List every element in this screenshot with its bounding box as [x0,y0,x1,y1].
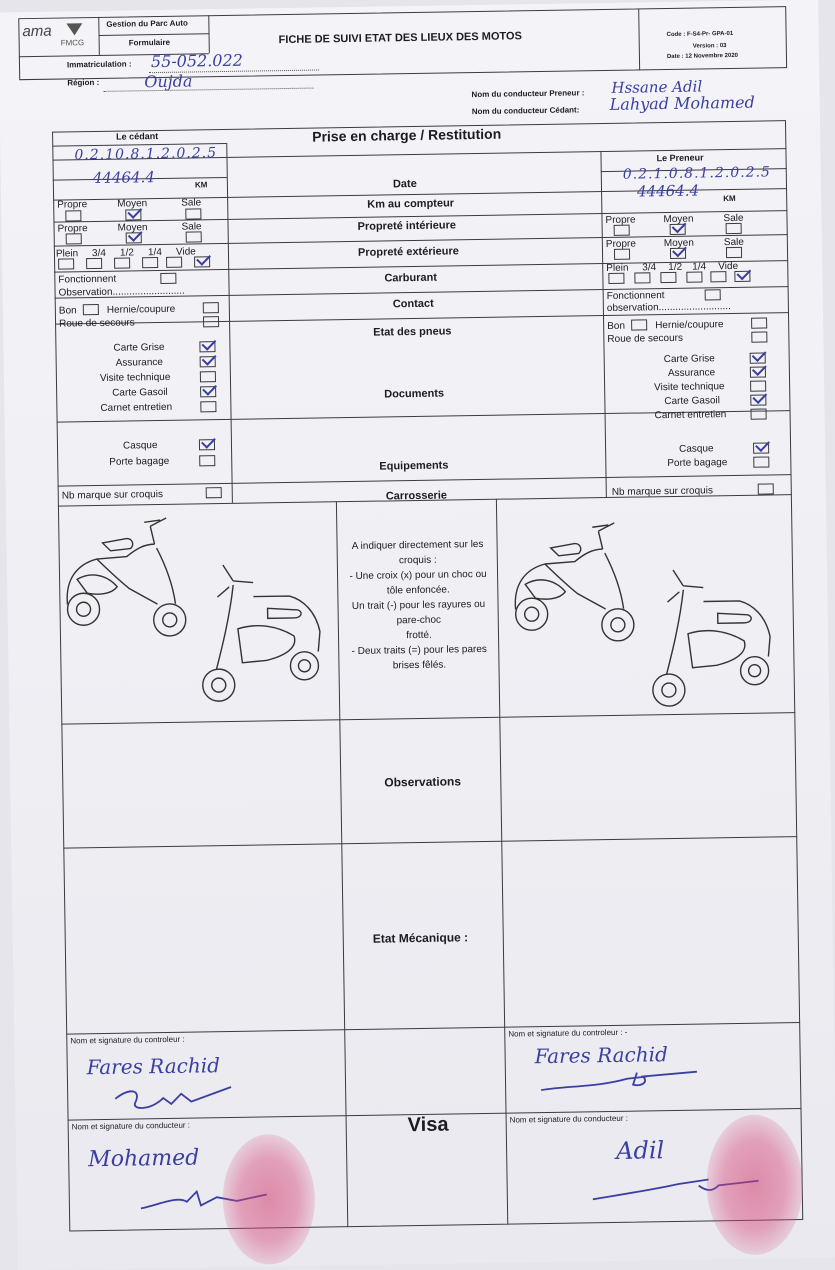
controller-name-right[interactable]: Fares Rachid [534,1042,668,1069]
etat-mecanique-left-area[interactable] [65,845,342,1031]
preneur-hernie: Hernie/coupure [655,319,724,332]
preneur-moyen-2: Moyen [663,237,694,250]
cedant-carte-gasoil: Carte Gasoil [112,386,168,399]
cedant-fuel-14-checkbox[interactable] [142,257,158,268]
cedant-assurance: Assurance [115,356,164,369]
row-contact: Contact [392,297,434,311]
cedant-casque: Casque [122,440,158,452]
row-documents: Documents [384,387,445,401]
preneur-int-propre-checkbox[interactable] [614,225,630,236]
cedant-porte-bagage: Porte bagage [109,455,170,468]
driver-signature-label-right: Nom et signature du conducteur : [509,1113,628,1125]
col-preneur-header: Le Preneur [656,152,704,164]
preneur-km-unit: KM [723,193,736,204]
instruction-line: Un trait (-) pour les rayures ou [351,598,486,613]
instruction-line: frotté. [406,629,432,642]
preneur-fuel-14b-checkbox[interactable] [710,271,726,282]
preneur-nb-marque: Nb marque sur croquis [611,485,714,498]
cedant-int-propre-checkbox[interactable] [65,210,81,221]
instruction-line: tôle enfoncée. [386,584,450,597]
cedant-name-value[interactable]: Lahyad Mohamed [609,92,755,114]
row-equipements: Equipements [379,459,449,473]
cedant-sale-2: Sale [181,221,202,233]
preneur-bon: Bon [607,320,626,332]
cedant-moyen-2: Moyen [117,222,148,234]
cedant-carnet: Carnet entretien [100,401,173,414]
cedant-date-value[interactable]: 0.2.10.8.1.2.0.2.5 [74,145,218,164]
preneur-km-value[interactable]: 44464.4 [636,181,700,201]
preneur-name-label: Nom du conducteur Preneur : [471,88,585,100]
preneur-porte-bagage: Porte bagage [667,457,728,470]
cedant-observation: Observation.......................... [58,285,185,299]
preneur-sale-2: Sale [723,236,744,249]
instruction-line: brises fêlés. [392,659,447,672]
preneur-q12: 1/2 [668,261,683,274]
row-pneus: Etat des pneus [373,325,452,339]
observations-right-area[interactable] [501,714,795,839]
form-title: FICHE DE SUIVI ETAT DES LIEUX DES MOTOS [278,30,522,47]
preneur-roue-checkbox[interactable] [751,331,767,342]
cedant-nb-marque-checkbox[interactable] [206,487,222,498]
cedant-q14: 1/4 [147,246,162,259]
cedant-km-value[interactable]: 44464.4 [92,168,155,188]
cedant-carte-grise: Carte Grise [113,341,165,354]
cedant-int-moyen-checkbox[interactable] [125,209,141,220]
logo-text: ama [22,22,52,41]
preneur-propre-2: Propre [605,238,636,250]
immat-value[interactable]: 55-052.022 [150,50,244,72]
doc-version: Version : 03 [692,43,727,50]
controller-signature-label-right: Nom et signature du controleur : - [508,1027,628,1039]
table-title: Prise en charge / Restitution [312,125,502,145]
cedant-km-unit: KM [194,180,208,190]
preneur-nb-marque-checkbox[interactable] [758,483,774,494]
preneur-q14: 1/4 [692,261,707,273]
cedant-propre-2: Propre [57,223,88,235]
preneur-assurance-checkbox[interactable] [750,367,766,378]
preneur-tyre-hernie-checkbox[interactable] [751,317,767,328]
preneur-sale-1: Sale [723,212,744,225]
preneur-propre-1: Propre [605,214,636,227]
col-cedant-header: Le cédant [116,131,159,142]
cedant-ext-propre-checkbox[interactable] [66,233,82,244]
row-km: Km au compteur [367,197,455,211]
preneur-fuel-vide-checkbox[interactable] [734,271,750,282]
instruction-line: croquis : [398,554,437,567]
observations-label: Observations [384,774,462,790]
cedant-fonctionnent: Fonctionnent [58,273,117,286]
preneur-contact-checkbox[interactable] [705,289,721,300]
cedant-q34: 3/4 [91,247,106,260]
preneur-ext-moyen-checkbox[interactable] [670,248,686,259]
cedant-porte-bagage-checkbox[interactable] [199,455,215,466]
cedant-visite: Visite technique [99,371,171,384]
controller-signature-label-left: Nom et signature du controleur : [70,1034,185,1046]
preneur-roue: Roue de secours [607,332,684,345]
preneur-ext-propre-checkbox[interactable] [614,249,630,260]
controller-signature-right [537,1064,708,1107]
cedant-sale-1: Sale [181,197,202,209]
cedant-fuel-vide-checkbox[interactable] [194,256,210,267]
cedant-ext-moyen-checkbox[interactable] [126,232,142,243]
instruction-line: pare-choc [396,614,442,627]
preneur-carte-gasoil: Carte Gasoil [664,395,721,408]
preneur-observation: observation.......................... [606,301,731,314]
scooter-sketch-left-1 [56,507,198,649]
preneur-tyre-bon-checkbox[interactable] [631,319,647,330]
instruction-line: - Une croix (x) pour un choc ou [349,568,487,583]
preneur-visite-checkbox[interactable] [750,381,766,392]
controller-signature-left [111,1075,252,1117]
scooter-sketch-left-2 [193,555,335,707]
cedant-fuel-34-checkbox[interactable] [86,258,102,269]
observations-left-area[interactable] [63,721,339,845]
cedant-fuel-plein-checkbox[interactable] [58,258,74,269]
preneur-moyen-1: Moyen [663,213,694,226]
logo-mark-icon [64,21,84,37]
cedant-assurance-checkbox[interactable] [200,356,216,367]
cedant-tyre-bon-checkbox[interactable] [83,304,99,315]
row-prop-int: Propreté intérieure [357,219,457,233]
cedant-contact-checkbox[interactable] [160,273,176,284]
company-logo [22,21,94,52]
preneur-name-value[interactable]: Hssane Adil [611,77,703,97]
cedant-fuel-14b-checkbox[interactable] [166,257,182,268]
instruction-line: - Deux traits (=) pour les pares [351,643,487,658]
driver-signature-label-left: Nom et signature du conducteur : [71,1120,191,1132]
doc-type-label: Formulaire [128,37,171,48]
cedant-propre-1: Propre [57,199,88,211]
cedant-roue-checkbox[interactable] [203,316,219,327]
preneur-int-sale-checkbox[interactable] [726,223,742,234]
driver-name-left[interactable]: Mohamed [88,1145,200,1173]
immat-label: Immatriculation : [66,59,132,70]
cedant-roue: Roue de secours [58,317,135,330]
visa-label: Visa [407,1113,449,1137]
row-prop-ext: Propreté extérieure [357,245,459,259]
preneur-carnet: Carnet entretien [654,409,727,422]
controller-name-left[interactable]: Fares Rachid [86,1053,221,1080]
preneur-fuel-14-checkbox[interactable] [686,271,702,282]
cedant-visite-checkbox[interactable] [200,371,216,382]
scooter-sketch-right-2 [643,560,785,712]
preneur-casque-checkbox[interactable] [753,442,769,453]
cedant-moyen-1: Moyen [117,198,148,210]
instruction-line: A indiquer directement sur les [351,538,484,553]
preneur-int-moyen-checkbox[interactable] [670,224,686,235]
scooter-sketch-right-1 [504,512,646,654]
cedant-ext-sale-checkbox[interactable] [186,231,202,242]
preneur-fuel-34-checkbox[interactable] [634,272,650,283]
preneur-ext-sale-checkbox[interactable] [726,247,742,258]
preneur-fuel-12-checkbox[interactable] [660,272,676,283]
cedant-bon: Bon [58,305,77,317]
row-carrosserie: Carrosserie [385,489,448,503]
cedant-carte-gasoil-checkbox[interactable] [200,386,216,397]
preneur-plein: Plein [606,262,629,274]
preneur-carnet-checkbox[interactable] [750,408,766,419]
croquis-instructions [342,537,494,674]
row-date: Date [392,177,417,191]
etat-mecanique-right-area[interactable] [503,838,798,1025]
cedant-q12: 1/2 [119,247,134,259]
cedant-tyre-hernie-checkbox[interactable] [203,302,219,313]
cedant-fuel-12-checkbox[interactable] [114,257,130,268]
cedant-nb-marque: Nb marque sur croquis [61,488,164,502]
preneur-casque: Casque [679,443,714,455]
cedant-hernie: Hernie/coupure [106,303,176,316]
cedant-vide: Vide [175,246,196,258]
dept-label: Gestion du Parc Auto [106,18,188,29]
cedant-name-label: Nom du conducteur Cédant: [471,105,580,117]
cedant-carte-grise-checkbox[interactable] [199,341,215,352]
region-value[interactable]: Oujda [144,71,193,92]
preneur-date-value[interactable]: 0.2.1.0.8.1.2.0.2.5 [622,164,772,183]
cedant-carnet-checkbox[interactable] [200,401,216,412]
doc-date: Date : 12 Novembre 2020 [666,52,739,61]
preneur-porte-bagage-checkbox[interactable] [753,456,769,467]
cedant-plein: Plein [55,248,79,260]
preneur-assurance: Assurance [667,367,716,380]
preneur-q34: 3/4 [642,262,657,274]
preneur-carte-grise-checkbox[interactable] [750,353,766,364]
logo-sub: FMCG [60,38,85,48]
preneur-carte-gasoil-checkbox[interactable] [750,395,766,406]
preneur-vide: Vide [718,260,739,273]
cedant-int-sale-checkbox[interactable] [185,208,201,219]
row-carburant: Carburant [384,271,438,285]
preneur-visite: Visite technique [654,381,725,394]
region-label: Région : [67,77,100,88]
doc-code: Code : F-S4-Pr- GPA-01 [666,30,734,39]
driver-name-right[interactable]: Adil [615,1136,665,1165]
cedant-casque-checkbox[interactable] [199,439,215,450]
preneur-fuel-plein-checkbox[interactable] [608,273,624,284]
preneur-carte-grise: Carte Grise [663,353,715,366]
etat-mecanique-label: Etat Mécanique : [372,930,469,946]
preneur-fonctionnent: Fonctionnent [606,290,665,302]
